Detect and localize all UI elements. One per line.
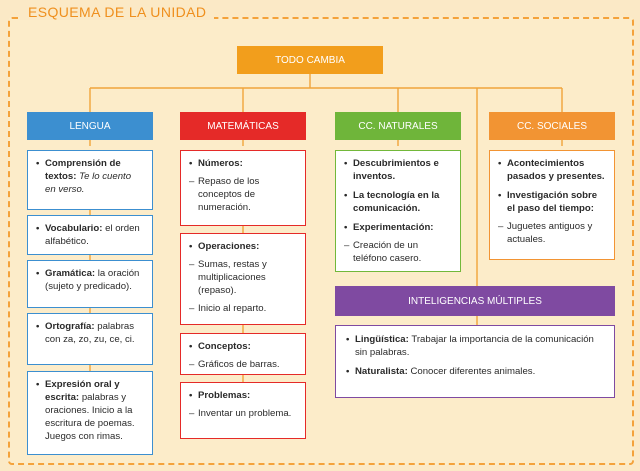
lengua-box-expresion: • Expresión oral y escrita: palabras y oraciones. Inicio a la escritura de poemas. Juegos con rimas. xyxy=(27,371,153,455)
mat-box-problemas: • Problemas: – Inventar un problema. xyxy=(180,382,306,439)
matematicas-header: MATEMÁTICAS xyxy=(180,112,306,140)
sociales-header: CC. SOCIALES xyxy=(489,112,615,140)
inteligencias-header: INTELIGENCIAS MÚLTIPLES xyxy=(335,286,615,316)
mat-box-numeros: • Números: – Repaso de los conceptos de numeración. xyxy=(180,150,306,226)
lengua-box-vocabulario: • Vocabulario: el orden alfabético. xyxy=(27,215,153,255)
lengua-box-gramatica: • Gramática: la oración (sujeto y predicado). xyxy=(27,260,153,308)
lengua-header: LENGUA xyxy=(27,112,153,140)
mat-box-conceptos: • Conceptos: – Gráficos de barras. xyxy=(180,333,306,375)
lengua-box-comprension: • Comprensión de textos: Te lo cuento en verso. xyxy=(27,150,153,210)
root-node: TODO CAMBIA xyxy=(237,46,383,74)
naturales-header: CC. NATURALES xyxy=(335,112,461,140)
lengua-box-ortografia: • Ortografía: palabras con za, zo, zu, ce, ci. xyxy=(27,313,153,365)
inteligencias-box: • Lingüística: Trabajar la importancia de la comunicación sin palabras. • Naturalista: Conocer diferentes animales. xyxy=(335,325,615,398)
unit-title: ESQUEMA DE LA UNIDAD xyxy=(20,4,214,20)
sociales-box: • Acontecimientos pasados y presentes. • Investigación sobre el paso del tiempo: – Juguetes antiguos y actuales. xyxy=(489,150,615,260)
mat-box-operaciones: • Operaciones: – Sumas, restas y multiplicaciones (repaso). – Inicio al reparto. xyxy=(180,233,306,325)
naturales-box: • Descubrimientos e inventos. • La tecnología en la comunicación. • Experimentación: – Creación de un teléfono casero. xyxy=(335,150,461,272)
